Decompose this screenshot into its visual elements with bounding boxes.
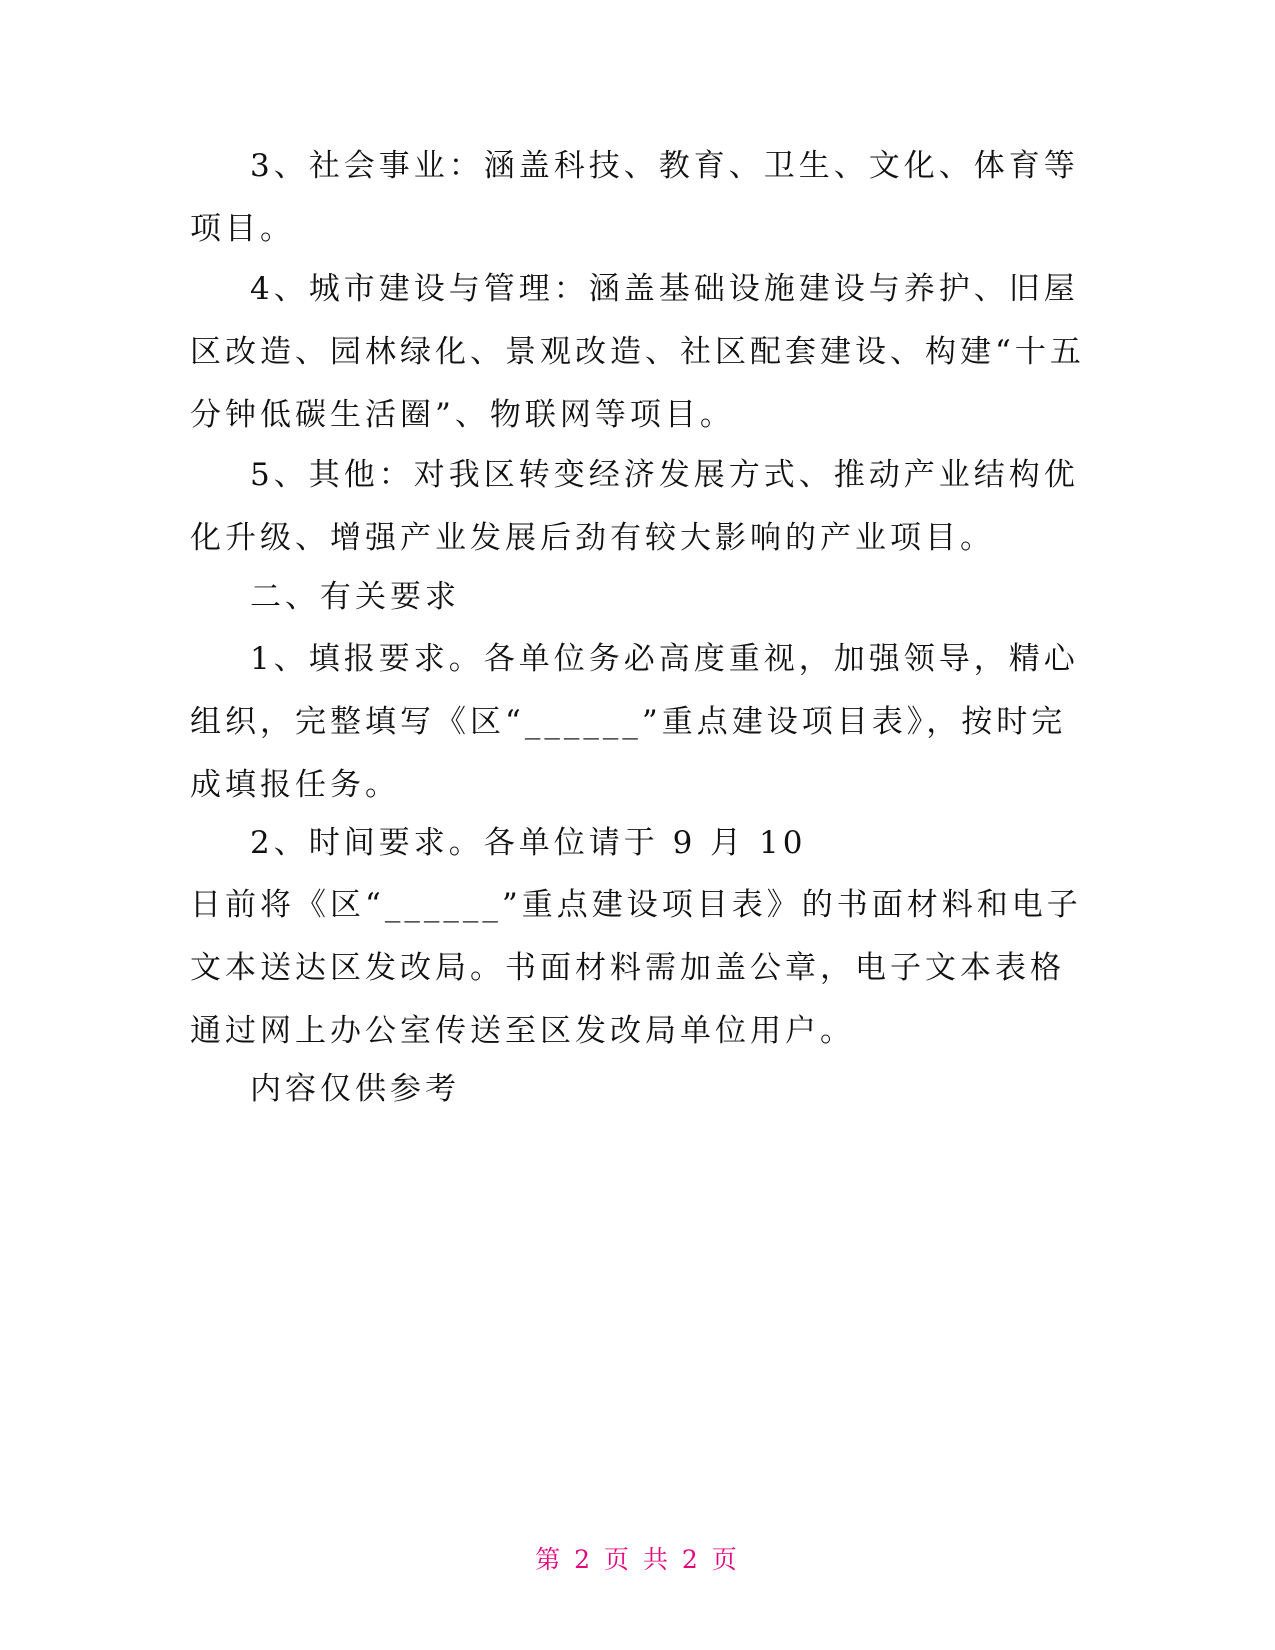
- paragraph-time-requirements: 2、时间要求。各单位请于 9 月 10: [250, 825, 807, 861]
- page-number-footer: 第 2 页 共 2 页: [535, 1545, 740, 1574]
- paragraph-social-affairs: 3、社会事业：涵盖科技、教育、卫生、文化、体育等项目。: [190, 148, 1079, 247]
- paragraph-submission-details: 日前将《区“______”重点建设项目表》的书面材料和电子文本送达区发改局。书面材料需加盖公章，电子文本表格通过网上办公室传送至区发改局单位用户。: [190, 887, 1082, 1049]
- paragraph-filing-requirements: 1、填报要求。各单位务必高度重视，加强领导，精心组织，完整填写《区“______”重点建设项目表》，按时完成填报任务。: [190, 641, 1079, 803]
- paragraph-urban-construction: 4、城市建设与管理：涵盖基础设施建设与养护、旧屋区改造、园林绿化、景观改造、社区配套建设、构建“十五分钟低碳生活圈”、物联网等项目。: [190, 271, 1085, 433]
- paragraph-other: 5、其他：对我区转变经济发展方式、推动产业结构优化升级、增强产业发展后劲有较大影响的产业项目。: [190, 457, 1079, 556]
- section-heading-requirements: 二、有关要求: [250, 579, 460, 615]
- paragraph-reference-note: 内容仅供参考: [250, 1071, 460, 1107]
